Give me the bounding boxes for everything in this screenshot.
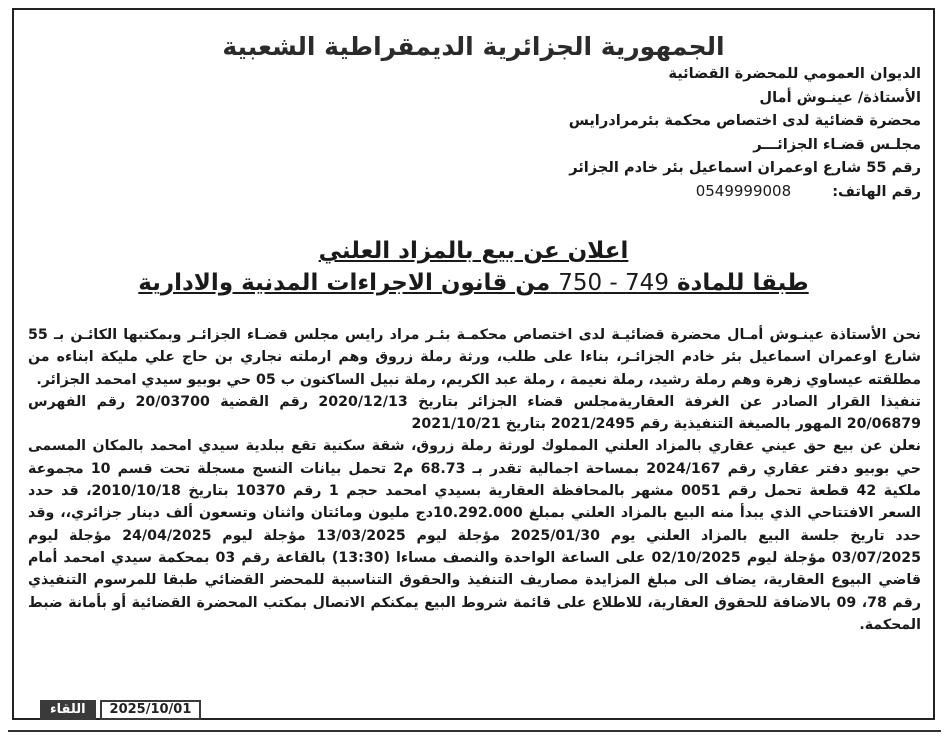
phone-number: 0549999008 bbox=[695, 181, 792, 200]
phone-line bbox=[361, 180, 921, 204]
publication-name: اللقاء bbox=[40, 700, 96, 720]
legal-notice bbox=[12, 8, 935, 720]
office-line: رقم 55 شارع اوعمران اسماعيل بئر خادم الجزائر bbox=[569, 159, 921, 176]
office-line: محضرة قضائية لدى اختصاص محكمة بئرمرادرايس bbox=[568, 112, 921, 129]
phone-label: رقم الهاتف: bbox=[832, 182, 921, 200]
bottom-divider bbox=[8, 730, 941, 732]
legal-basis-heading bbox=[14, 270, 933, 296]
publication-date: 2025/10/01 bbox=[100, 700, 202, 720]
legal-basis-prefix: طبقا للمادة bbox=[676, 270, 809, 296]
article-numbers bbox=[558, 270, 669, 296]
notice-title: الجمهورية الجزائرية الديمقراطية الشعبية bbox=[222, 32, 725, 61]
publication-tag bbox=[40, 700, 201, 720]
bailiff-office-block bbox=[361, 62, 921, 203]
body-paragraph: نعلن عن بيع حق عيني عقاري بالمزاد العلني المملوك لورثة رملة زروق، شقة سكنية تقع ببلدية سيدي امحمد بالمكان المسمى حي بوبيو دفتر عقاري رقم 2024/167 بمساحة اجمالية تقدر بـ 68.73 م2 تحمل بيانات النسج مسجلة تحت قسم 10 مجموعة ملكية 42 قطعة تحمل رقم 0051 مشهر بالمحافظة العقارية بسيدي امحمد حجم 1 رقم 10370 بتاريخ 2010/10/18، قد حدد السعر الافتتاحي الذي يبدأ منه البيع بالمزاد العلني بمبلغ 10.292.000دج مليون ومائتان واثنان وتسعون ألف دينار جزائري،، وقد حدد تاريخ جلسة البيع بالمزاد العلني يوم 2025/01/30 مؤجلة ليوم 13/03/2025 مؤجلة ليوم 24/04/2025 مؤجلة ليوم 03/07/2025 مؤجلة ليوم 02/10/2025 على الساعة الواحدة والنصف مساءا (13:30) بالقاعة رقم 03 بمحكمة سيدي امحمد أمام قاضي البيوع العقارية، يضاف الى مبلغ المزايدة مصاريف التنفيذ والحقوق التناسبية للمحضر القضائي طبقا للمرسوم التنفيذي رقم 78، 09 بالاضافة للحقوق العقارية، للاطلاع على قائمة شروط البيع يمكنكم الاتصال بمكتب المحضرة القضائية أو بأمانة ضبط المحكمة. bbox=[28, 438, 922, 633]
body-paragraph: تنفيذا القرار الصادر عن الغرفة العقاريةمجلس قضاء الجزائر بتاريخ 2020/12/13 رقم القضية 20/03700 رقم الفهرس 20/06879 المهور بالصيغة التنفيذية رقم 2021/2495 بتاريخ 2021/10/21 bbox=[28, 393, 921, 433]
article-number: 749 bbox=[625, 270, 669, 296]
legal-basis-suffix: من قانون الاجراءات المدنية والادارية bbox=[138, 270, 551, 296]
article-number: 750 bbox=[558, 270, 603, 296]
auction-heading: اعلان عن بيع بالمزاد العلني bbox=[318, 238, 629, 264]
body-paragraph: نحن الأستاذة عينـوش أمـال محضرة قضائيـة لدى اختصاص محكمـة بئـر مراد رايس مجلس قضـاء الجزائـر وبمكتبها الكائـن بـ 55 شارع اوعمران اسماعيل بئر خادم الجزائـر، بناءا على طلب، ورثة رملة زروق وهم ارملته نجاري بن حاج علي مليكة ابناءه من مطلقته عيساوي زهرة وهم رملة رشيد، رملة نعيمة ، رملة عبد الكريم، رملة نبيل الساكنون ب 05 حي بوبيو سيدي امحمد الجزائر. bbox=[28, 327, 921, 388]
article-separator: - bbox=[602, 270, 626, 296]
notice-body bbox=[28, 324, 921, 636]
office-line: الأستاذة/ عينـوش أمال bbox=[759, 88, 921, 106]
office-line: الديوان العمومي للمحضرة القضائية bbox=[668, 65, 921, 82]
office-line: مجلـس قضـاء الجزائـــر bbox=[753, 135, 921, 153]
